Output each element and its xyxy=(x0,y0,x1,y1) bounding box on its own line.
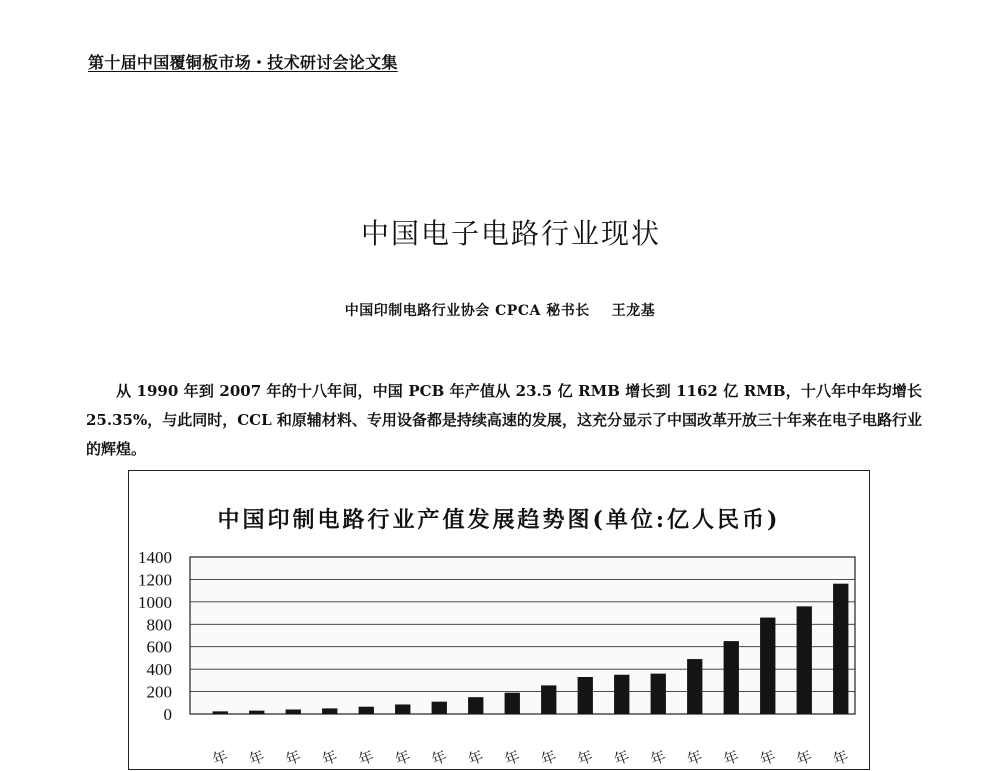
author-name: 王龙基 xyxy=(611,303,656,319)
y-tick-label: 600 xyxy=(146,637,172,657)
x-tick-label: 年 xyxy=(757,746,778,770)
chart-figure xyxy=(128,470,870,770)
x-tick-label: 年 xyxy=(721,746,742,770)
y-tick-label: 1400 xyxy=(138,548,172,567)
chart-title: 中国印制电路行业产值发展趋势图(单位:亿人民币) xyxy=(217,507,781,533)
x-tick-label: 年 xyxy=(611,746,632,770)
bar xyxy=(432,702,447,714)
author-affiliation: 中国印制电路行业协会 CPCA 秘书长 xyxy=(344,303,590,319)
bar xyxy=(505,693,520,714)
x-tick-label: 年 xyxy=(538,746,559,770)
bar xyxy=(651,674,666,714)
plot-area xyxy=(190,557,855,714)
x-tick-label: 年 xyxy=(283,746,304,770)
bar xyxy=(687,659,702,714)
bar xyxy=(359,707,374,714)
x-tick-label: 年 xyxy=(210,746,231,770)
bar xyxy=(833,584,848,714)
x-tick-label: 年 xyxy=(465,746,486,770)
y-tick-label: 1000 xyxy=(138,592,172,612)
x-tick-label: 年 xyxy=(246,746,267,770)
paper-title: 中国电子电路行业现状 xyxy=(360,217,661,250)
y-tick-label: 200 xyxy=(146,682,172,702)
x-tick-label: 年 xyxy=(575,746,596,770)
bar xyxy=(614,675,629,714)
x-tick-label: 年 xyxy=(830,746,851,770)
x-tick-label: 年 xyxy=(794,746,815,770)
body-paragraph: 从 1990 年到 2007 年的十八年间，中国 PCB 年产值从 23.5 亿 RMB 增长到 1162 亿 RMB，十八年中年均增长 25.35%，与此同时，CCL 和原辅材料、专用设备都是持续高速的发展，这充分显示了中国改革开放三十年来在电子电路行业的辉煌。 xyxy=(86,382,922,458)
bar-chart xyxy=(129,471,871,771)
bar xyxy=(468,697,483,714)
bar xyxy=(249,711,264,714)
bar xyxy=(797,606,812,714)
x-tick-label: 年 xyxy=(684,746,705,770)
bar xyxy=(760,618,775,714)
x-tick-label: 年 xyxy=(648,746,669,770)
bar xyxy=(322,708,337,714)
running-header: 第十届中国覆铜板市场・技术研讨会论文集 xyxy=(88,53,398,72)
y-tick-label: 0 xyxy=(163,705,172,724)
x-tick-label: 年 xyxy=(356,746,377,770)
bar xyxy=(578,677,593,714)
x-tick-label: 年 xyxy=(392,746,413,770)
y-tick-label: 400 xyxy=(146,660,172,680)
x-tick-label: 年 xyxy=(429,746,450,770)
y-tick-label: 1200 xyxy=(138,570,172,590)
bar xyxy=(724,641,739,714)
byline xyxy=(0,300,1000,320)
y-tick-label: 800 xyxy=(146,615,172,635)
x-tick-label: 年 xyxy=(502,746,523,770)
bar xyxy=(541,685,556,714)
bar xyxy=(213,711,228,714)
bar xyxy=(395,704,410,714)
bar xyxy=(286,710,301,714)
x-tick-label: 年 xyxy=(319,746,340,770)
